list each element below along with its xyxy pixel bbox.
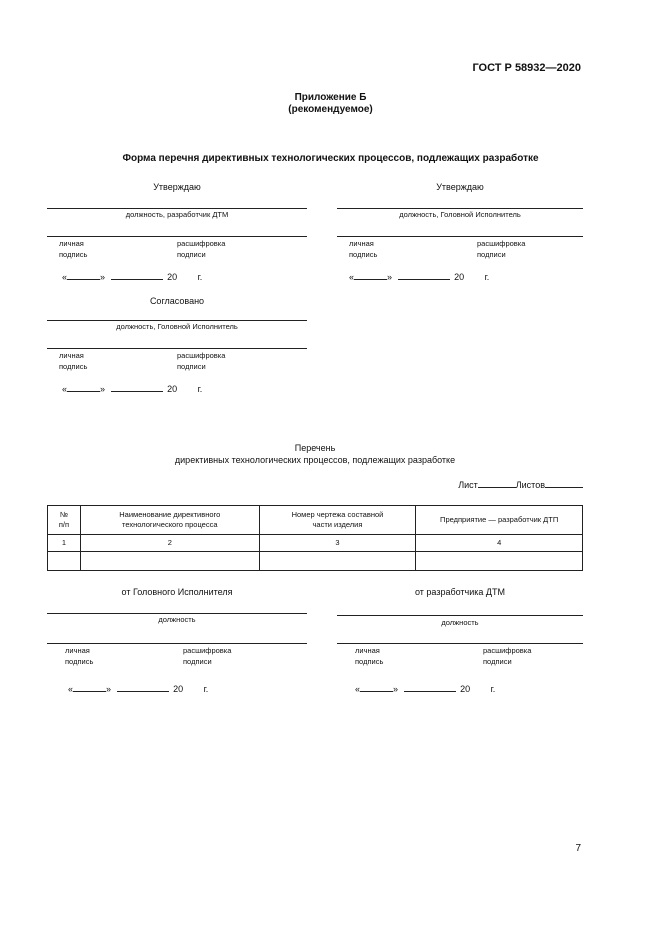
header-cell-process-name: Наименование директивного технологического процесса [80, 506, 259, 535]
page-number: 7 [575, 843, 581, 854]
approve-left-heading: Утверждаю [153, 182, 201, 192]
from-right-position-line [337, 615, 583, 616]
from-right-position-caption: должность [441, 618, 479, 627]
agreed-position-caption: должность, Головной Исполнитель [116, 322, 238, 331]
agreed-date: « » 20 г. [62, 384, 203, 394]
approve-left-position-line [47, 208, 307, 209]
table-cell [416, 552, 583, 571]
table-col-number: 2 [80, 535, 259, 552]
approve-right-date: « » 20 г. [349, 272, 490, 282]
from-right-signature-line [337, 643, 583, 644]
header-cell-number: № п/п [48, 506, 81, 535]
header-cell-developer: Предприятие — разработчик ДТП [416, 506, 583, 535]
table-cell [259, 552, 416, 571]
from-left-position-line [47, 613, 307, 614]
from-right-decode-label: расшифровка подписи [483, 646, 532, 666]
agreed-signature-line [47, 348, 307, 349]
approve-right-decode-label: расшифровка подписи [477, 239, 526, 259]
form-title: Форма перечня директивных технологических процессов, подлежащих разработке [122, 153, 539, 164]
approve-right-sig-label: личная подпись [349, 239, 378, 259]
from-left-date: « » 20 г. [68, 684, 209, 694]
from-right-heading: от разработчика ДТМ [414, 587, 505, 597]
table-cell [48, 552, 81, 571]
table-number-row [48, 535, 583, 552]
table-row [48, 552, 583, 571]
table-col-number: 1 [48, 535, 81, 552]
approve-right-signature-line [337, 236, 583, 237]
from-left-heading: от Головного Исполнителя [121, 587, 233, 597]
approve-left-position-caption: должность, разработчик ДТМ [125, 210, 229, 219]
approve-left-sig-label: личная подпись [59, 239, 88, 259]
sheet-counter: Лист Листов [458, 480, 583, 490]
agreed-sig-label: личная подпись [59, 351, 88, 371]
from-right-sig-label: личная подпись [355, 646, 384, 666]
appendix-subtitle: (рекомендуемое) [288, 104, 373, 115]
agreed-decode-label: расшифровка подписи [177, 351, 226, 371]
list-title: Перечень [294, 443, 336, 453]
from-left-decode-label: расшифровка подписи [183, 646, 232, 666]
table-cell [80, 552, 259, 571]
approve-left-decode-label: расшифровка подписи [177, 239, 226, 259]
header-cell-drawing-number: Номер чертежа составной части изделия [259, 506, 416, 535]
table-col-number: 4 [416, 535, 583, 552]
approve-right-position-caption: должность, Головной Исполнитель [399, 210, 521, 219]
approve-left-date: « » 20 г. [62, 272, 203, 282]
table-col-number: 3 [259, 535, 416, 552]
from-left-sig-label: личная подпись [65, 646, 94, 666]
approve-right-position-line [337, 208, 583, 209]
approve-left-signature-line [47, 236, 307, 237]
appendix-title: Приложение Б [294, 92, 367, 103]
from-left-position-caption: должность [158, 615, 196, 624]
process-table [47, 505, 583, 571]
standard-number: ГОСТ Р 58932—2020 [472, 62, 581, 74]
agreed-heading: Согласовано [149, 296, 205, 306]
approve-right-heading: Утверждаю [436, 182, 484, 192]
agreed-position-line [47, 320, 307, 321]
from-left-signature-line [47, 643, 307, 644]
list-subtitle: директивных технологических процессов, подлежащих разработке [174, 455, 456, 465]
from-right-date: « » 20 г. [355, 684, 496, 694]
table-header-row [48, 506, 583, 535]
